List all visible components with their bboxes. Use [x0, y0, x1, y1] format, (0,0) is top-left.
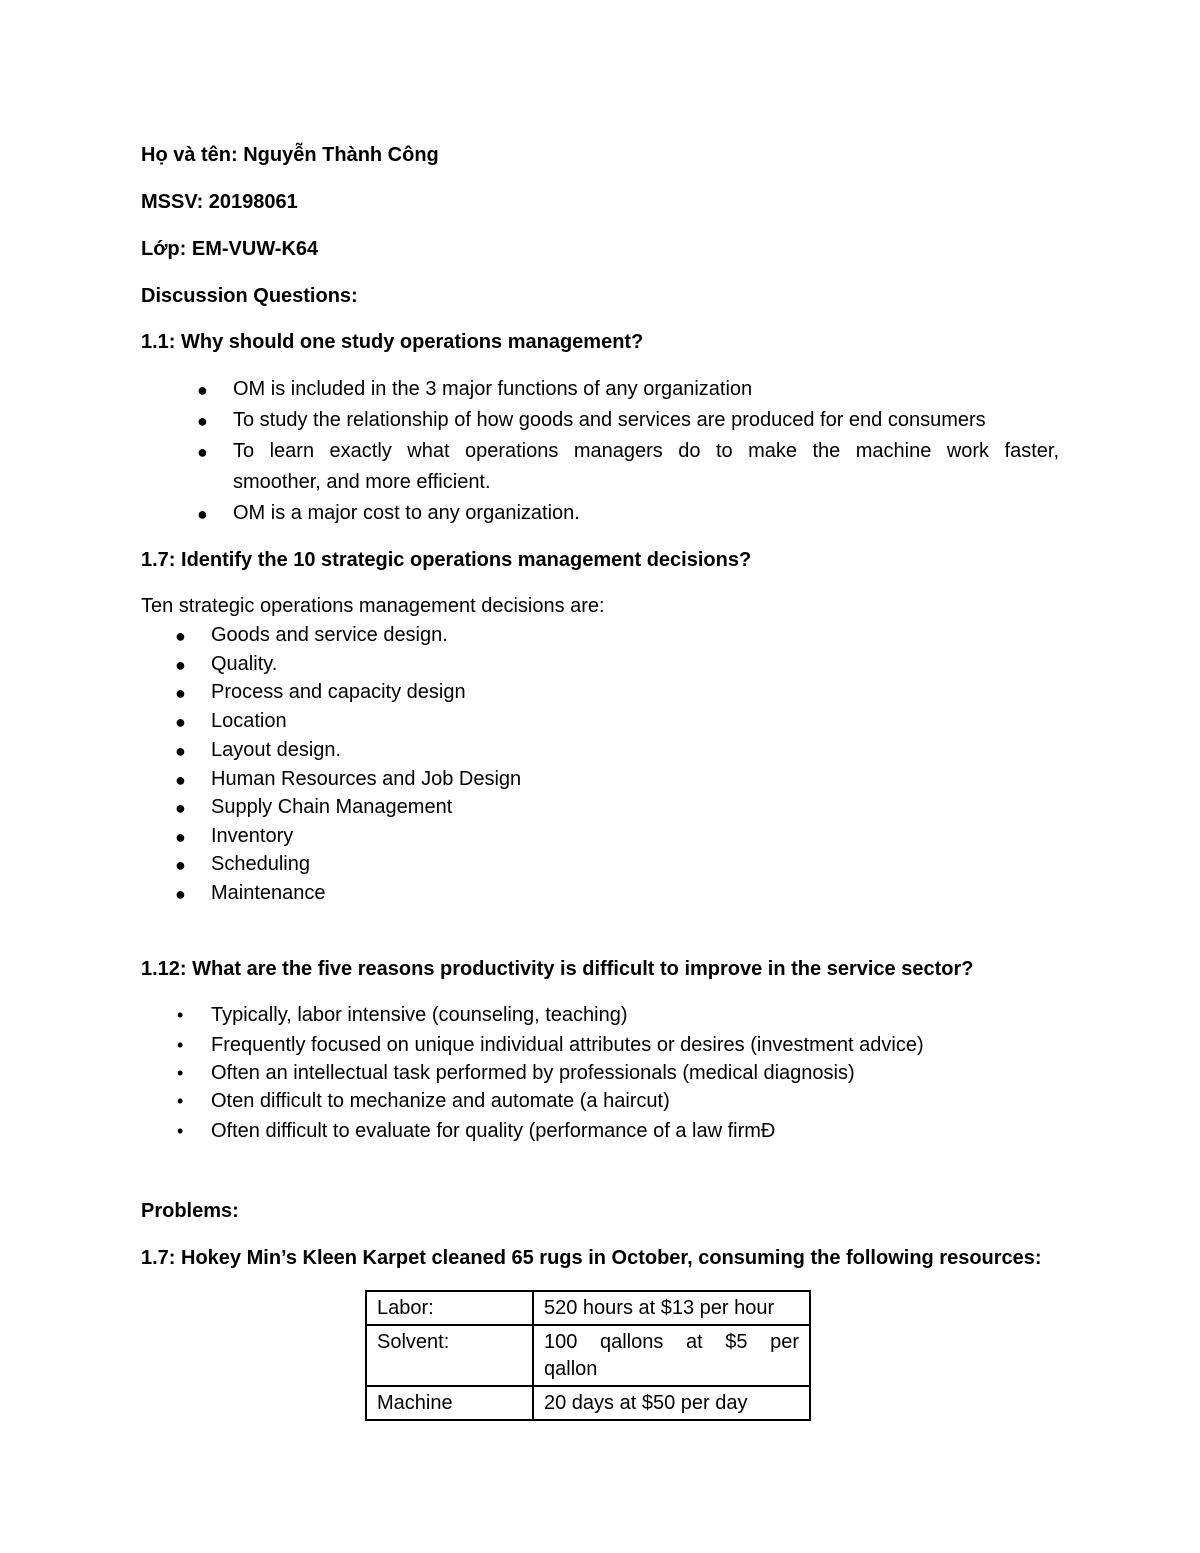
list-item: Human Resources and Job Design — [211, 768, 522, 790]
bullet-icon: • — [177, 1121, 184, 1141]
list-item: Oten difficult to mechanize and automate (a haircut) — [211, 1090, 670, 1112]
list-item: Layout design. — [211, 739, 342, 761]
table-row — [366, 1291, 810, 1325]
bullet-icon: ● — [175, 741, 186, 761]
list-item-continuation: smoother, and more efficient. — [233, 471, 491, 493]
question-1-7: 1.7: Identify the 10 strategic operations management decisions? — [141, 549, 752, 571]
intro-text: Ten strategic operations management decisions are: — [141, 595, 605, 617]
bullet-icon: ● — [175, 626, 186, 646]
table-row — [366, 1386, 810, 1420]
table-cell-label: Labor: — [366, 1291, 533, 1325]
bullet-icon: ● — [197, 442, 208, 462]
bullet-icon: ● — [175, 884, 186, 904]
bullet-icon: • — [177, 1035, 184, 1055]
list-item: Quality. — [211, 653, 278, 675]
list-item: Typically, labor intensive (counseling, teaching) — [211, 1004, 628, 1026]
list-item: Frequently focused on unique individual attributes or desires (investment advice) — [211, 1034, 924, 1056]
bullet-icon: ● — [197, 380, 208, 400]
problem-1-7: 1.7: Hokey Min’s Kleen Karpet cleaned 65 rugs in October, consuming the following resources: — [141, 1247, 1042, 1269]
list-item: Scheduling — [211, 853, 310, 875]
bullet-icon: ● — [197, 411, 208, 431]
bullet-icon: ● — [175, 712, 186, 732]
table-cell-label: Machine — [366, 1386, 533, 1420]
list-item: Process and capacity design — [211, 681, 466, 703]
list-item: Supply Chain Management — [211, 796, 453, 818]
student-id: MSSV: 20198061 — [141, 191, 298, 213]
bullet-icon: ● — [175, 655, 186, 675]
bullet-icon: ● — [175, 770, 186, 790]
resources-table — [365, 1290, 811, 1421]
list-item: Location — [211, 710, 287, 732]
bullet-icon: ● — [175, 798, 186, 818]
problems-heading: Problems: — [141, 1200, 239, 1222]
student-name: Họ và tên: Nguyễn Thành Công — [141, 144, 439, 166]
bullet-icon: • — [177, 1091, 184, 1111]
question-1-1: 1.1: Why should one study operations management? — [141, 331, 644, 353]
class-label: Lớp: EM-VUW-K64 — [141, 238, 319, 260]
bullet-icon: • — [177, 1005, 184, 1025]
list-item: Inventory — [211, 825, 294, 847]
table-cell-line: 100 qallons at $5 per — [544, 1331, 799, 1353]
bullet-icon: ● — [175, 827, 186, 847]
list-item: Often an intellectual task performed by professionals (medical diagnosis) — [211, 1062, 855, 1084]
list-item: Goods and service design. — [211, 624, 448, 646]
list-item: OM is a major cost to any organization. — [233, 502, 580, 524]
bullet-icon: ● — [197, 504, 208, 524]
table-cell-label: Solvent: — [366, 1325, 533, 1386]
table-cell-value: 20 days at $50 per day — [533, 1386, 810, 1420]
table-cell-value: 520 hours at $13 per hour — [533, 1291, 810, 1325]
list-item: To learn exactly what operations managers do to make the machine work faster, — [233, 440, 1059, 462]
list-item: Maintenance — [211, 882, 326, 904]
list-item: Often difficult to evaluate for quality (performance of a law firmĐ — [211, 1120, 776, 1142]
list-item: To study the relationship of how goods and services are produced for end consumers — [233, 409, 986, 431]
discussion-heading: Discussion Questions: — [141, 285, 358, 307]
question-1-12: 1.12: What are the five reasons productivity is difficult to improve in the service sector? — [141, 958, 974, 980]
bullet-icon: ● — [175, 683, 186, 703]
table-row — [366, 1325, 810, 1386]
table-cell-line: qallon — [544, 1358, 598, 1380]
bullet-icon: • — [177, 1063, 184, 1083]
bullet-icon: ● — [175, 855, 186, 875]
list-item: OM is included in the 3 major functions of any organization — [233, 378, 753, 400]
table-cell-value — [533, 1325, 810, 1386]
